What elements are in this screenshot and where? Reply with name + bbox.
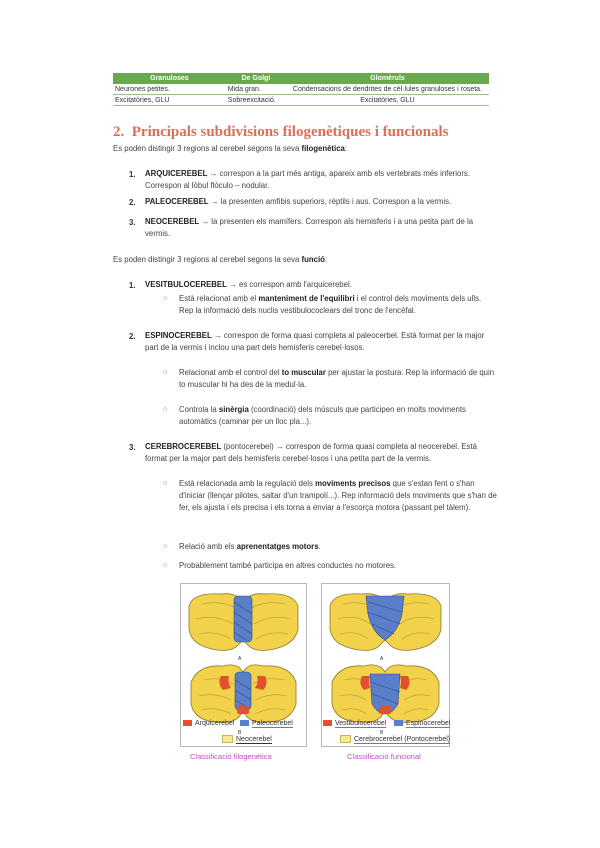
sub-item: Està relacionada amb la regulació dels moviments precisos que s'estan fent o s'han d'iniciar (llençar pilotes, saltar d'un trampolí...). Rep informació dels moviments que s'han de fer, els ajusta i els precisa i els torna a enviar a l'escorça motora (passant pel tàlem). <box>179 479 497 512</box>
swatch-blue <box>240 720 249 726</box>
sub-item: Relació amb els aprenentatges motors. <box>179 542 321 551</box>
legend-item: Vestibulocerebel <box>323 720 386 727</box>
bullet-icon: ○ <box>163 295 168 302</box>
list-item: ARQUICEREBEL → correspon a la part més antiga, apareix amb els vertebrats més inferiors. Correspon al lòbul flòculo – nodular. <box>145 169 470 190</box>
table-header: Granuloses <box>113 73 226 84</box>
bullet-icon: ○ <box>163 562 168 569</box>
list-number: 3. <box>129 443 136 452</box>
table-header: De Golgi <box>226 73 286 84</box>
list-number: 2. <box>129 198 136 207</box>
list-number: 2. <box>129 332 136 341</box>
legend-item: Cerebrocerebel (Pontocerebel) <box>340 735 450 743</box>
bullet-icon: ○ <box>163 406 168 413</box>
svg-text:A: A <box>380 656 384 662</box>
section-title: 2. Principals subdivisions filogenètiques i funcionals <box>113 124 449 140</box>
bullet-icon: ○ <box>163 480 168 487</box>
swatch-blue <box>394 720 403 726</box>
table-row <box>113 95 489 106</box>
list-number: 3. <box>129 218 136 227</box>
list-item: PALEOCEREBEL → la presenten amfibis superiors, rèptils i aus. Correspon a la vermis. <box>145 197 452 206</box>
svg-text:B: B <box>238 730 242 736</box>
table-row <box>113 84 489 95</box>
table-cell: Condensacions de dendrites de cèl·lules granuloses i roseta. <box>286 84 489 95</box>
bullet-icon: ○ <box>163 369 168 376</box>
table-cell: Excitatòries, GLU <box>113 95 226 106</box>
table-header: Glomèruls <box>286 73 489 84</box>
table-cell: Neurones petites. <box>113 84 226 95</box>
swatch-red <box>183 720 192 726</box>
legend-item: Neocerebel <box>222 735 272 743</box>
list-item: VESITBULOCEREBEL → es correspon amb l'arquicerebel. <box>145 280 352 289</box>
table-cell: Sobreexcitació. <box>226 95 286 106</box>
sub-item: Probablement també participa en altres conductes no motores. <box>179 561 397 570</box>
list-item: NEOCEREBEL → la presenten els mamífers. Correspon als hemisferis i a una petita part de la vermis. <box>145 217 474 238</box>
swatch-yellow <box>340 735 351 743</box>
legend-item: Arquicerebel <box>183 720 234 727</box>
svg-text:A: A <box>238 656 242 662</box>
svg-text:B: B <box>380 730 384 736</box>
table-cell: Excitatòries, GLU <box>286 95 489 106</box>
sub-item: Relacionat amb el control del to muscular per ajustar la postura. Rep la informació de quin to muscular hi ha des de la medul·la. <box>179 368 495 389</box>
intro-phylogenetic: Es poden distingir 3 regions al cerebel segons la seva filogenètica: <box>113 144 348 153</box>
list-number: 1. <box>129 170 136 179</box>
intro-functional: Es poden distingir 3 regions al cerebel segons la seva funció: <box>113 255 328 264</box>
legend-item: Paleocerebel <box>240 720 293 727</box>
legend-item: Espinocerebel <box>394 720 450 727</box>
regions-table <box>113 73 489 106</box>
sub-item: Controla la sinèrgia (coordinació) dels músculs que participen en molts moviments automàtics (caminar per un lloc pla...). <box>179 405 466 426</box>
table-cell: Mida gran. <box>226 84 286 95</box>
figure-caption: Classificació funcional <box>347 752 421 761</box>
sub-item: Està relacionat amb el manteniment de l'equilibri i el control dels moviments dels ulls. Rep la informació dels nuclis vestibulococlears del tronc de l'encèfal. <box>179 294 482 315</box>
swatch-red <box>323 720 332 726</box>
bullet-icon: ○ <box>163 543 168 550</box>
list-item: ESPINOCEREBEL → correspon de forma quasi completa al paleocerbel. Està format per la major part de la vermis i inclou una part dels hemisferis cerebel·losos. <box>145 331 485 352</box>
figure-caption: Classificació filogenètica <box>190 752 272 761</box>
list-item: CEREBROCEREBEL (pontocerebel) → correspon de forma quasi completa al neocerebel. Està format per la major part dels hemisferis cerebel·losos i una petita part de la vermis. <box>145 442 477 463</box>
swatch-yellow <box>222 735 233 743</box>
list-number: 1. <box>129 281 136 290</box>
